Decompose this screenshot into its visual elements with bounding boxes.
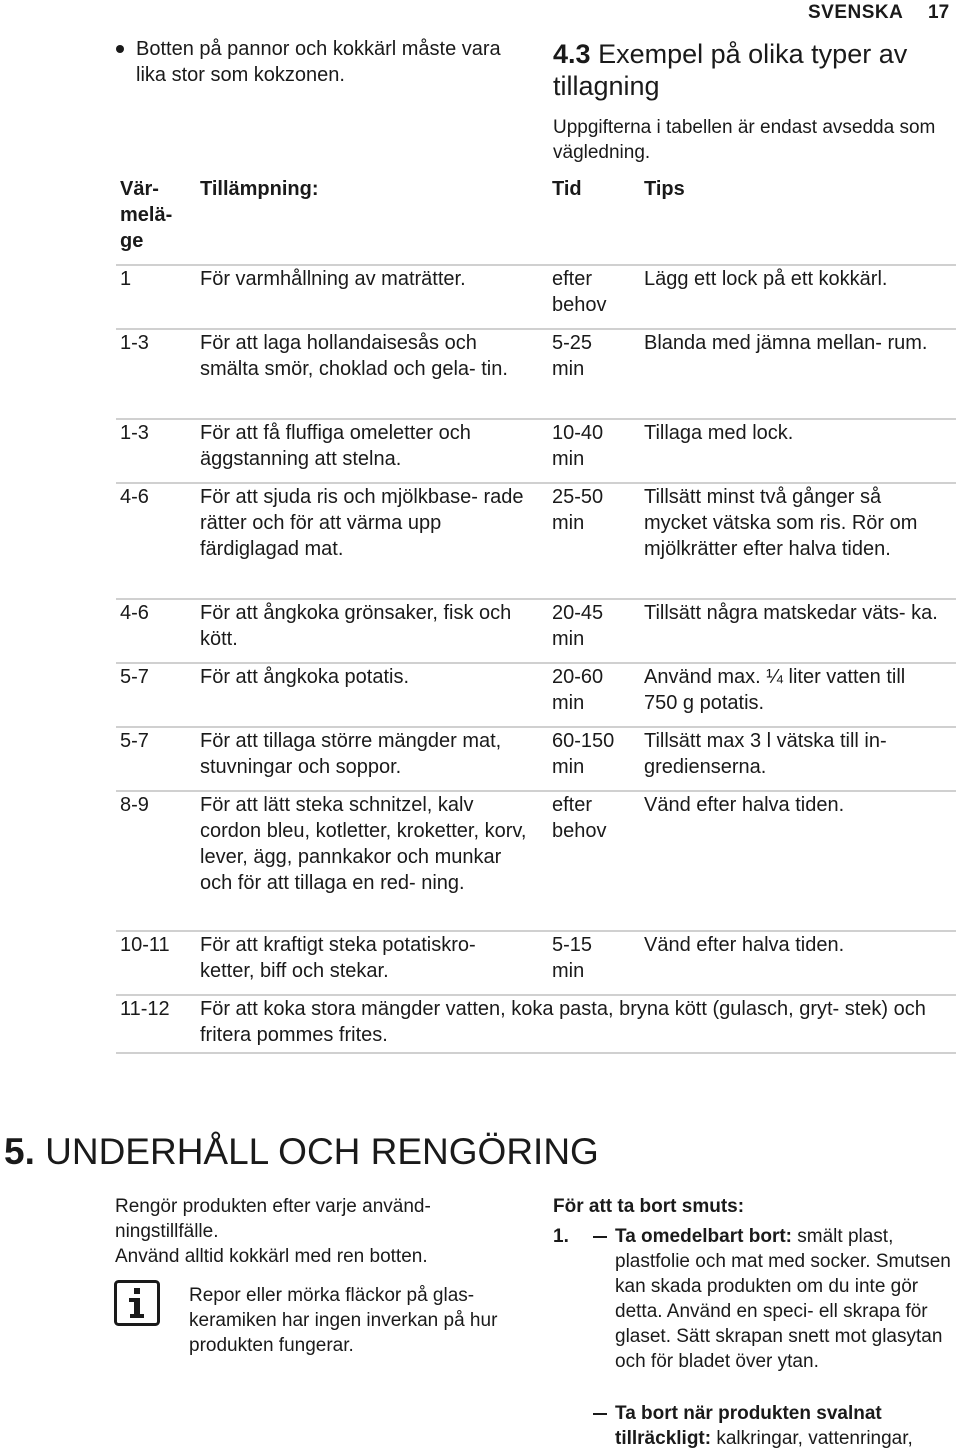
step-number: 1.: [553, 1226, 569, 1247]
header-time: Tid: [552, 178, 582, 200]
maintenance-line-2: Använd alltid kokkärl med ren botten.: [115, 1246, 428, 1267]
row-tips: Blanda med jämna mellan- rum.: [644, 332, 928, 354]
dirt-title: För att ta bort smuts:: [553, 1196, 745, 1217]
table-row: [116, 420, 956, 484]
maintenance-title-text: UNDERHÅLL OCH RENGÖRING: [45, 1131, 599, 1172]
maintenance-text: [115, 1194, 505, 1269]
row-time: efter behov: [552, 794, 607, 842]
step-2-bold: Ta bort när produkten svalnat tillräckligt:: [615, 1403, 882, 1449]
row-heat: 8-9: [120, 794, 149, 816]
section-title: [553, 38, 953, 102]
row-usage: För att få fluffiga omeletter och äggstanning att stelna.: [200, 422, 471, 470]
row-time: efter behov: [552, 268, 607, 316]
step-2-text: kalkringar, vattenringar,: [711, 1428, 913, 1449]
row-time: 60-150 min: [552, 730, 615, 778]
row-heat: 10-11: [120, 934, 170, 956]
row-tips: Tillsätt några matskedar väts- ka.: [644, 602, 938, 624]
row-heat: 4-6: [120, 602, 149, 624]
table-row: [116, 996, 956, 1054]
row-time: 20-45 min: [552, 602, 604, 650]
row-usage: För att koka stora mängder vatten, koka pasta, bryna kött (gulasch, gryt- stek) och fritera pommes frites.: [200, 998, 926, 1046]
table-row: [116, 484, 956, 600]
maintenance-number: 5.: [4, 1131, 35, 1172]
maintenance-title: [4, 1130, 599, 1174]
header-heat: Vär- melä- ge: [120, 178, 173, 252]
row-tips: Tillsätt max 3 l vätska till in- gredienserna.: [644, 730, 887, 778]
step-2: [615, 1401, 960, 1451]
row-tips: Tillaga med lock.: [644, 422, 794, 444]
row-time: 20-60 min: [552, 666, 604, 714]
row-heat: 4-6: [120, 486, 149, 508]
page-number: 17: [928, 2, 950, 23]
language-label: SVENSKA: [808, 2, 904, 23]
row-tips: Tillsätt minst två gånger så mycket vätska som ris. Rör om mjölkrätter efter halva tiden.: [644, 486, 918, 560]
step-1-text: smält plast, plastfolie och mat med socker. Smutsen kan skada produkten om du inte gör detta. Använd en speci- ell skrapa för glaset. Sätt skrapan snett mot glasytan och för bladet över ytan.: [615, 1226, 951, 1372]
table-row: [116, 330, 956, 420]
table-row: [116, 932, 956, 996]
maintenance-line-1: Rengör produkten efter varje använd- ningstillfälle.: [115, 1196, 431, 1242]
row-tips: Vänd efter halva tiden.: [644, 794, 845, 816]
row-usage: För att kraftigt steka potatiskro- ketter, biff och stekar.: [200, 934, 476, 982]
row-time: 5-15 min: [552, 934, 593, 982]
row-heat: 1-3: [120, 422, 149, 444]
table-header-row: [116, 176, 956, 266]
table-row: [116, 728, 956, 792]
row-usage: För att sjuda ris och mjölkbase- rade rätter och för att värma upp färdiglagad mat.: [200, 486, 524, 560]
row-usage: För varmhållning av maträtter.: [200, 268, 466, 290]
row-tips: Vänd efter halva tiden.: [644, 934, 845, 956]
section-intro: Uppgifterna i tabellen är endast avsedda som vägledning.: [553, 117, 936, 163]
bullet-dot-icon: [116, 45, 124, 53]
row-time: 5-25 min: [552, 332, 593, 380]
row-usage: För att ångkoka grönsaker, fisk och kött.: [200, 602, 512, 650]
header-usage: Tillämpning:: [200, 178, 319, 200]
row-heat: 1: [120, 268, 132, 290]
row-heat: 5-7: [120, 666, 149, 688]
info-note: Repor eller mörka fläckor på glas- keramiken har ingen inverkan på hur produkten fungerar.: [189, 1285, 498, 1356]
table-row: [116, 266, 956, 330]
row-heat: 11-12: [120, 998, 170, 1020]
bullet-text: Botten på pannor och kokkärl måste vara lika stor som kokzonen.: [136, 38, 501, 86]
table-row: [116, 600, 956, 664]
row-usage: För att lätt steka schnitzel, kalv cordon bleu, kotletter, kroketter, korv, lever, ägg, pannkakor och munkar och för att tillaga en red- ning.: [200, 794, 527, 894]
row-usage: För att tillaga större mängder mat, stuvningar och soppor.: [200, 730, 502, 778]
dash-icon: [593, 1413, 607, 1415]
section-title-text: Exempel på olika typer av tillagning: [553, 39, 908, 101]
row-time: 25-50 min: [552, 486, 604, 534]
row-heat: 5-7: [120, 730, 149, 752]
row-heat: 1-3: [120, 332, 149, 354]
row-tips: Använd max. ¼ liter vatten till 750 g potatis.: [644, 666, 906, 714]
row-usage: För att ångkoka potatis.: [200, 666, 410, 688]
table-row: [116, 792, 956, 932]
info-icon: [114, 1280, 160, 1326]
step-1: [615, 1224, 955, 1374]
row-tips: Lägg ett lock på ett kokkärl.: [644, 268, 888, 290]
table-row: [116, 664, 956, 728]
header-tips: Tips: [644, 178, 685, 200]
dash-icon: [593, 1236, 607, 1238]
row-time: 10-40 min: [552, 422, 604, 470]
section-number: 4.3: [553, 39, 591, 69]
row-usage: För att laga hollandaisesås och smälta smör, choklad och gela- tin.: [200, 332, 508, 380]
step-1-bold: Ta omedelbart bort:: [615, 1226, 792, 1247]
